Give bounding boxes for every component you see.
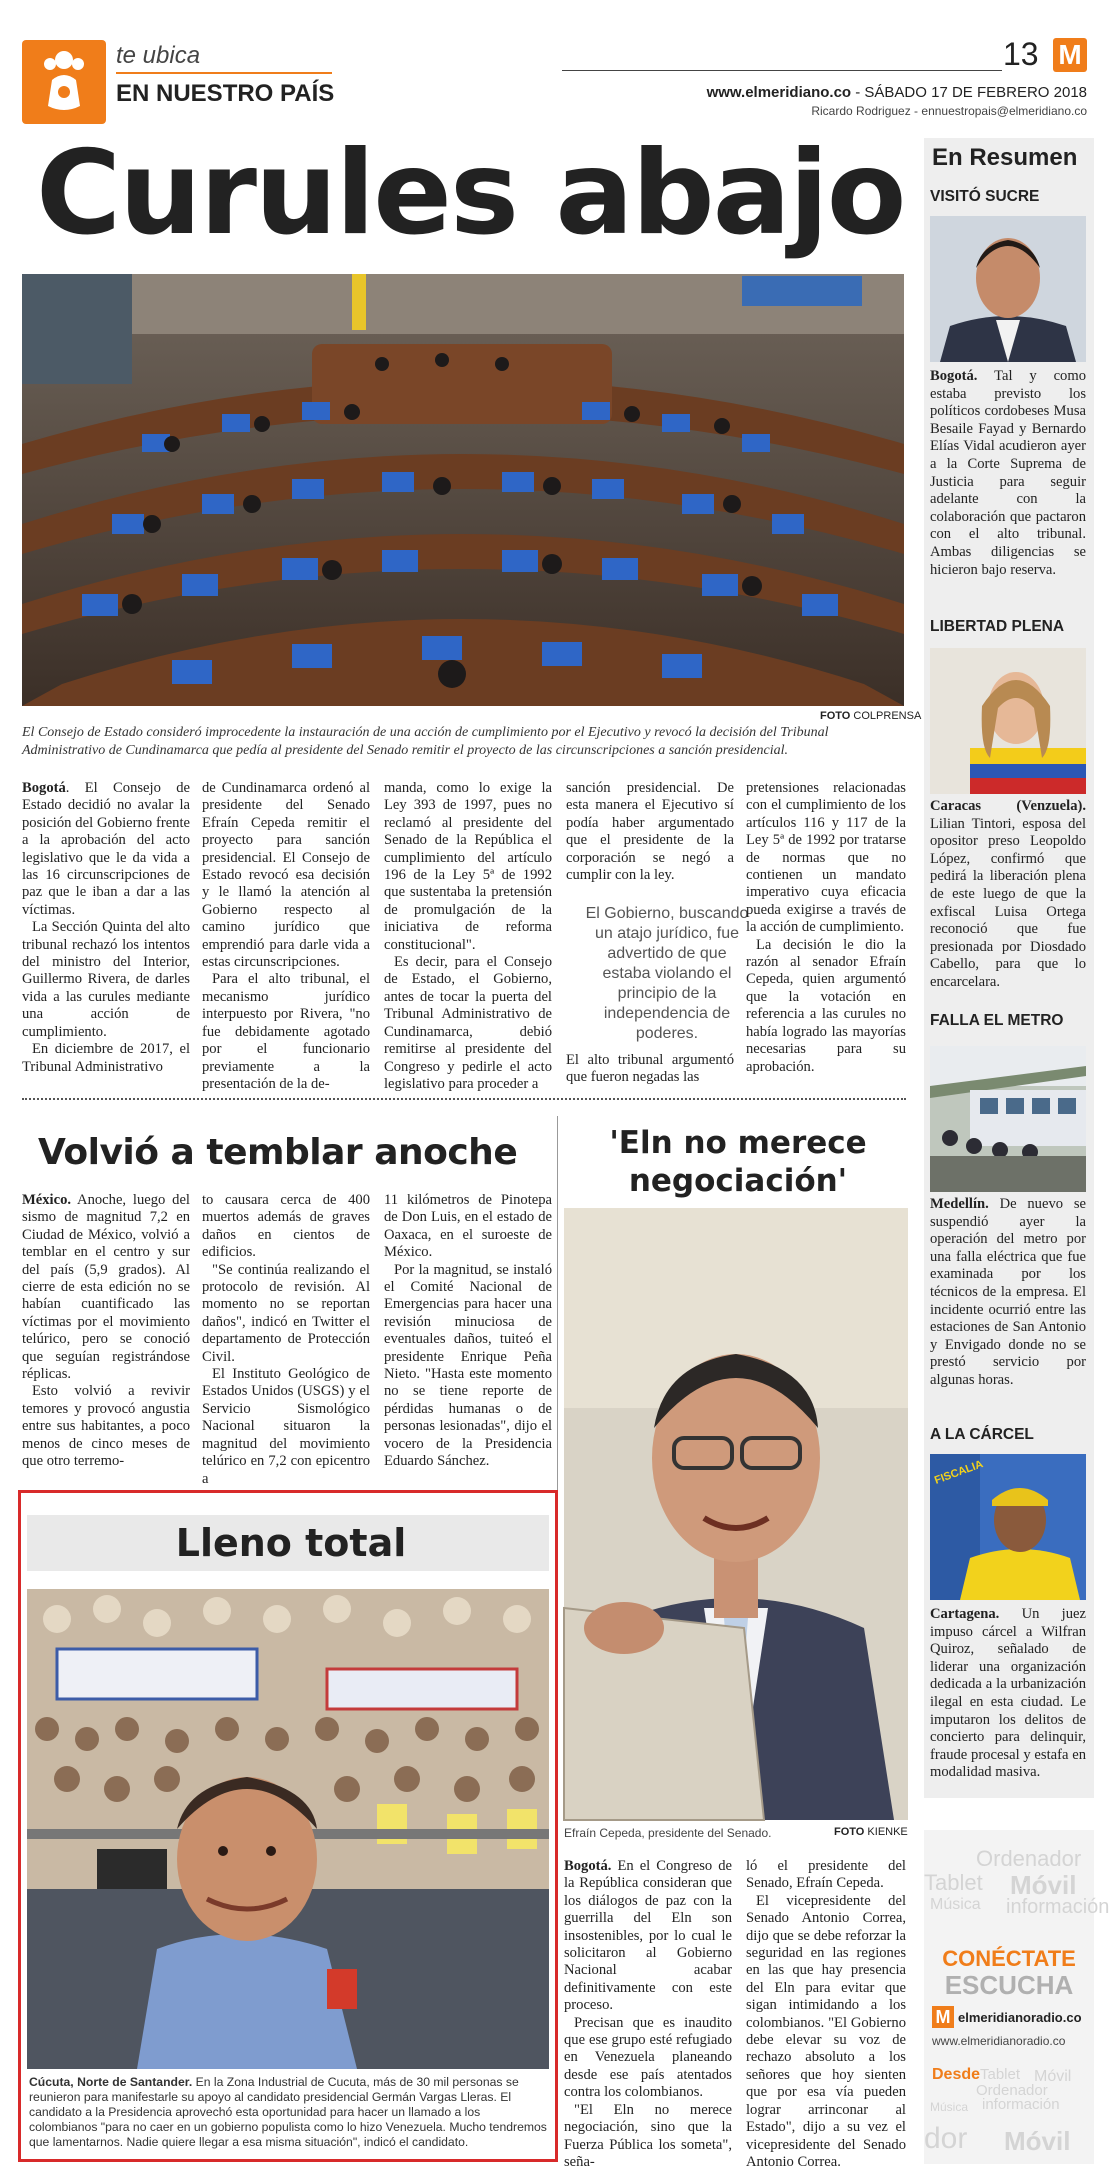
radio-logo-text: elmeridianoradio.co [958, 2010, 1082, 2025]
fiscalia-sign: FISCALIA [932, 1458, 985, 1487]
ad-bg-word: Desde [932, 2066, 981, 2083]
story-paragraph: sanción presidencial. De esta manera el Ejecutivo sí podía haber argumentado que el presidente de la corporación se negó a cumplir con la ley. [566, 780, 734, 884]
congress-photo [22, 274, 904, 706]
main-story-col-1 [22, 780, 190, 1076]
family-icon [22, 40, 106, 124]
story-paragraph [22, 1192, 190, 1383]
lleno-total-box [18, 1490, 558, 2162]
paragraph-text: Anoche, luego del sismo de magnitud 7,2 en Ciudad de México, volvió a temblar en el centro y sur del país (5,9 grados). Al cierre de esta edición no se habían cuantificado las víctimas por el movimiento telúrico, pero se conoció que seguían registrándose réplicas. [22, 1192, 190, 1383]
sidebar-item-head: LIBERTAD PLENA [930, 618, 1065, 635]
story-paragraph: El Instituto Geológico de Estados Unidos (USGS) y el Servicio Sismológico Nacional situaron la magnitud del movimiento telúrico en 7,2 con epicentro a [202, 1366, 370, 1487]
story-paragraph: Esto volvió a revivir temores y provocó angustia entre sus habitantes, a poco menos de cinco meses de que otro terremo- [22, 1383, 190, 1470]
sidebar-body: Un juez impuso cárcel a Wilfran Quiroz, señalado de liderar una organización dedicada a la urbanización ilegal en esta ciudad. Le imputaron los delitos de concierto para delinquir, fraude procesal y estafa en modalidad masiva. [930, 1606, 1086, 1781]
story-paragraph: Es decir, para el Consejo de Estado, el Gobierno, antes de tocar la puerta del Tribunal Administrativo de Cundinamarca, debió remitirse al presidente del Congreso y pedirle el acto legislativo para proceder a [384, 954, 552, 1092]
masthead-badge: M [1053, 38, 1087, 72]
ad-bg-word: dor [924, 2122, 968, 2155]
eln-col-1 [564, 1858, 732, 2171]
story-paragraph: Para el alto tribunal, el mecanismo jurídico interpuesto por Rivera, "no fue debidamente agotado por el funcionario previamente a la presentación de la de- [202, 971, 370, 1092]
story-paragraph [564, 1858, 732, 2015]
ad-bg-word: Tablet [924, 1870, 983, 1895]
sidebar-photo-tintori [930, 648, 1086, 794]
sidebar-dateline: Caracas (Venzuela). [930, 798, 1086, 814]
main-story-col-4 [566, 780, 734, 884]
header-rule [562, 70, 1002, 71]
page-title: Curules abajo [36, 126, 905, 261]
ad-bg-word: Ordenador [976, 1846, 1082, 1871]
byline: Ricardo Rodriguez - ennuestropais@elmeridiano.co [811, 104, 1087, 118]
ad-bg-word: Tablet [980, 2066, 1021, 2083]
sidebar-dateline: Medellín. [930, 1196, 989, 1212]
sidebar-body: Lilian Tintori, esposa del opositor preso Leopoldo López, confirmó que pedirá la liberación plena de este luego de que la exfiscal Luisa Ortega reconoció que fue presionada por Diosdado Cabello, para que lo encarcelara. [930, 815, 1086, 990]
ad-bg-word: Móvil [1010, 1870, 1077, 1900]
main-story-col-2 [202, 780, 370, 1093]
story-paragraph: El alto tribunal argumentó que fueron negadas las [566, 1052, 734, 1086]
ad-bg-word: Música [930, 1896, 981, 1913]
quake-col-1 [22, 1192, 190, 1471]
sidebar-item-text [930, 798, 1086, 992]
story-paragraph: manda, como lo exige la Ley 393 de 1997, pues no reclamó al presidente del Senado de la República el cumplimiento del artículo 196 de la Ley 5ª de 1992 que sustentaba la pretensión de promulgación de la iniciativa de reforma constitucional". [384, 780, 552, 953]
paragraph-text: . El Consejo de Estado decidió no avalar la posición del Gobierno frente a la aprobación del acto legislativo que le da vida a las 16 circunscripciones de paz que le iban a dar a las víctimas. [22, 780, 190, 918]
story-paragraph: 11 kilómetros de Pinotepa de Don Luis, en el estado de Oaxaca, en el suroeste de México. [384, 1192, 552, 1261]
main-story-col-3 [384, 780, 552, 1093]
story-paragraph: Precisan que es inaudito que ese grupo esté refugiado en Venezuela planeando desde ese país atentados contra los colombianos. [564, 2014, 732, 2101]
ad-bg-word: información [1006, 1896, 1110, 1918]
sidebar-item-head: FALLA EL METRO [930, 1012, 1064, 1029]
sidebar-body: Tal y como estaba previsto los políticos cordobeses Musa Besaile Fayad y Bernardo Elías Vidal acudieron ayer a la Corte Suprema de Justicia para seguir adelante con la colaboración que pactaron con el alto tribunal. Ambas diligencias se hicieron bajo reserva. [930, 368, 1086, 578]
sidebar-photo-arrest [930, 1454, 1086, 1600]
ad-bg-word: Música [930, 2100, 969, 2114]
story-paragraph: to causara cerca de 400 muertos además de graves daños en cientos de edificios. [202, 1192, 370, 1261]
story-paragraph: La decisión le dio la razón al senador Efraín Cepeda, quien argumentó que la votación en referencia a las curules no había logrado las mayorías necesarias para su aprobación. [746, 936, 906, 1075]
radio-advertisement[interactable] [924, 1830, 1110, 2164]
sidebar-body: De nuevo se suspendió ayer la operación del metro por una falla eléctrica que fue examinada por los técnicos de la empresa. El incidente ocurrió entre las estaciones de San Antonio y Envigado donde no se prestó servicio por algunas horas. [930, 1196, 1086, 1388]
story-dateline: México. [22, 1192, 72, 1208]
rally-photo [27, 1589, 549, 2069]
story-dateline: Bogotá [22, 780, 66, 796]
story-paragraph: La Sección Quinta del alto tribunal rechazó los intentos del ministro del Interior, Guillermo Rivera, de darles vida a las curules mediante una acción de cumplimiento. [22, 919, 190, 1040]
radio-logo-icon: M [932, 2006, 954, 2028]
credit-label: FOTO [820, 710, 851, 722]
story-paragraph: de Cundinamarca ordenó al presidente del Senado Efraín Cepeda remitir el proyecto para sanción presidencial. El Consejo de Estado revocó esa decisión y le llamó la atención al Gobierno respecto al camino jurídico que emprendió para darle vida a estas circunscripciones. [202, 780, 370, 971]
section-kicker-bottom: EN NUESTRO PAÍS [116, 80, 335, 107]
story-paragraph: Por la magnitud, se instaló el Comité Nacional de Emergencias para hacer una revisión minuciosa de eventuales daños, tuiteó el presidente Enrique Peña Nieto. "Hasta este momento no se tiene reporte de pérdidas humanas o de personas lesionadas", dijo el vocero de la Presidencia Eduardo Sánchez. [384, 1261, 552, 1470]
rally-caption [29, 2075, 549, 2150]
story-paragraph: ló el presidente del Senado, Efraín Cepeda. [746, 1858, 906, 1892]
ad-cta-listen: ESCUCHA [944, 1970, 1074, 2000]
sidebar-title: En Resumen [932, 144, 1078, 171]
quake-col-2 [202, 1192, 370, 1488]
edition-dateline [707, 84, 1087, 101]
credit-label: FOTO [834, 1826, 865, 1838]
sidebar-dateline: Bogotá. [930, 368, 978, 384]
ad-bg-word: información [982, 2096, 1060, 2113]
page-number: 13 [1003, 36, 1039, 72]
credit-source: COLPRENSA [853, 710, 922, 722]
site-url[interactable]: www.elmeridiano.co [706, 84, 852, 101]
cepeda-photo [564, 1208, 908, 1820]
sidebar-dateline: Cartagena. [930, 1606, 1000, 1622]
cepeda-photo-caption: Efraín Cepeda, presidente del Senado. [564, 1826, 772, 1840]
credit-source: KIENKE [867, 1826, 908, 1838]
story-paragraph: "El Eln no merece negociación, sino que la Fuerza Pública los someta", seña- [564, 2101, 732, 2170]
sidebar-item-head: A LA CÁRCEL [930, 1426, 1034, 1443]
story-paragraph: En diciembre de 2017, el Tribunal Administrativo [22, 1041, 190, 1075]
eln-headline: 'Eln no merece negociación' [609, 1125, 867, 1199]
main-story-col-4-end [566, 1052, 734, 1087]
caption-place: Cúcuta, Norte de Santander. [29, 2075, 193, 2089]
sidebar-item-text [930, 1196, 1086, 1390]
sidebar-item-text [930, 1606, 1086, 1782]
story-paragraph [22, 780, 190, 919]
eln-col-2 [746, 1858, 906, 2171]
pull-quote: El Gobierno, buscando un atajo jurídico, fue advertido de que estaba violando el principio de la independencia de poderes. [585, 905, 749, 1042]
radio-url[interactable]: www.elmeridianoradio.co [932, 2034, 1066, 2048]
ad-bg-word: Móvil [1034, 2068, 1072, 2085]
cepeda-photo-credit [834, 1826, 908, 1838]
story-paragraph: "Se continúa realizando el protocolo de revisión. Al momento no se reportan daños", indicó en Twitter el departamento de Protección Civil. [202, 1261, 370, 1365]
lleno-total-headline: Lleno total [175, 1521, 407, 1565]
sidebar-item-text [930, 368, 1086, 579]
ad-bg-word: Ordenador [976, 2082, 1048, 2099]
story-paragraph: pretensiones relacionadas con el cumplimiento de los artículos 116 y 117 de la Ley 5ª de 1992 por tratarse de normas que no contienen un mandato imperativo cuya eficacia pueda exigirse a través de la acción de cumplimiento. [746, 780, 906, 936]
ad-cta-connect: CONÉCTATE [942, 1946, 1076, 1971]
edition-date: - SÁBADO 17 DE FEBRERO 2018 [851, 84, 1087, 101]
story-dateline: Bogotá. [564, 1858, 612, 1874]
sidebar-photo-metro [930, 1046, 1086, 1192]
kicker-divider [116, 72, 332, 74]
paragraph-text: En el Congreso de la República consideran que los diálogos de paz con la guerrilla del Eln son insostenibles, por lo cual le solicitaron al Gobierno Nacional acabar definitivamente con este proceso. [564, 1858, 732, 2014]
quake-headline: Volvió a temblar anoche [38, 1132, 518, 1173]
main-photo-credit [820, 710, 921, 722]
main-story-col-5 [746, 780, 906, 1076]
caption-text: En la Zona Industrial de Cucuta, más de 30 mil personas se reunieron para manifestarle su apoyo al candidato presidencial Germán Vargas Lleras. El candidato a la Presidencia aprovechó esta oportunidad para hacer un llamado a los colombianos "para no caer en un gobierno populista como lo hizo Venezuela. Mucho tendremos que lamentarnos. Nadie quiere llegar a esa misma situación", indicó el candidato. [29, 2075, 547, 2149]
sidebar-item-head: VISITÓ SUCRE [930, 188, 1040, 205]
section-divider [22, 1098, 906, 1100]
section-kicker-top: te ubica [116, 42, 201, 69]
quake-col-3 [384, 1192, 552, 1471]
section-logo [22, 40, 106, 124]
story-paragraph: El vicepresidente del Senado Antonio Correa, dijo que se debe reforzar la seguridad en las regiones en las que hay presencia del Eln para evitar que sigan intimidando a los colombianos. "El Gobierno debe elevar su voz de rechazo absoluto a los señores que hoy sienten que por esa vía pueden lograr arrinconar al Estado", dijo a su vez el vicepresidente del Senado Antonio Correa. [746, 1892, 906, 2170]
main-photo-caption: El Consejo de Estado consideró improcedente la instauración de una acción de cumplimiento por el Ejecutivo y revocó la decisión del Tribunal Administrativo de Cundinamarca que pedía al presidente del Senado remitir el proyecto de las circunscripciones a sanción presidencial. [22, 725, 829, 758]
ad-bg-word: Móvil [1004, 2126, 1071, 2156]
sidebar-photo-politician [930, 216, 1086, 362]
